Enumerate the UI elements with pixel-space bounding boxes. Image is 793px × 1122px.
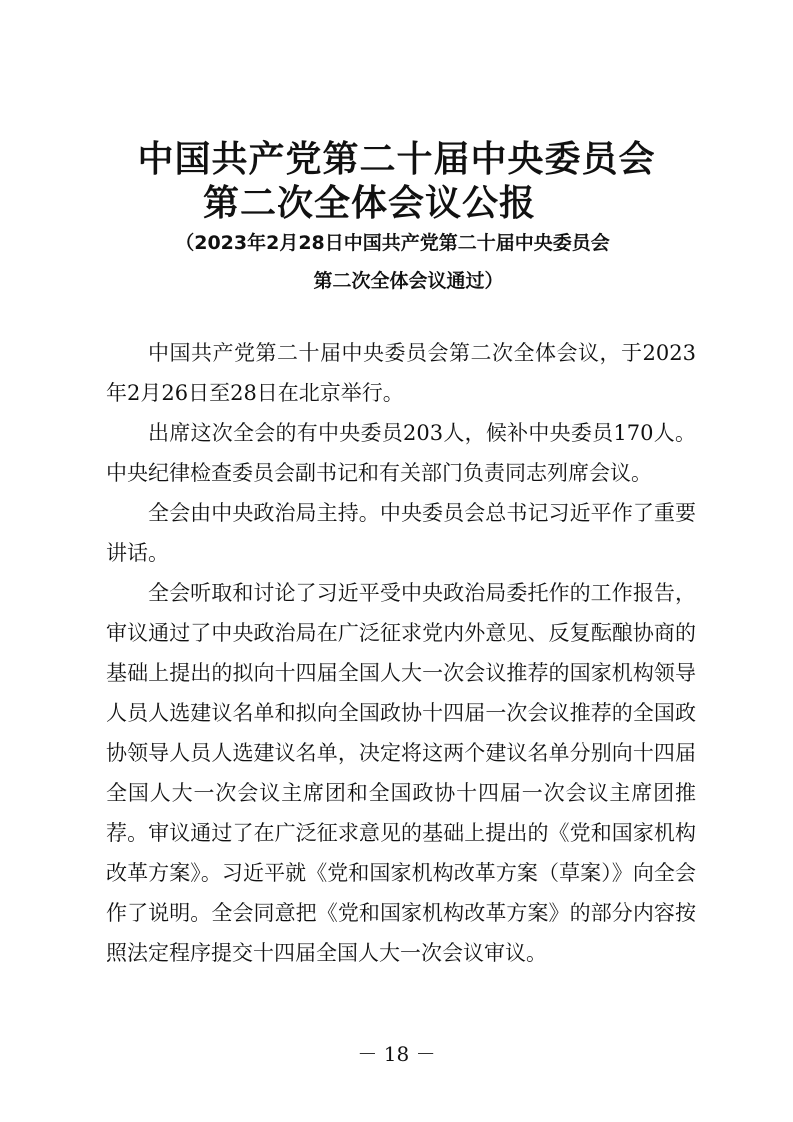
document-title — [0, 138, 793, 226]
paragraph-meeting-date: 中国共产党第二十届中央委员会第二次全体会议，于2023年2月26日至28日在北京举行。 — [106, 341, 696, 405]
subtitle-line-1: （2023年2月28日中国共产党第二十届中央委员会 — [175, 232, 610, 254]
paragraph-presiding: 全会由中央政治局主持。中央委员会总书记习近平作了重要讲话。 — [106, 501, 696, 565]
document-body — [106, 333, 696, 973]
subtitle-line-2: 第二次全体会议通过） — [313, 270, 504, 292]
page-number: － 18 － — [357, 1042, 436, 1066]
paragraph-work-report: 全会听取和讨论了习近平受中央政治局委托作的工作报告，审议通过了中央政治局在广泛征求党内外意见、反复酝酿协商的基础上提出的拟向十四届全国人大一次会议推荐的国家机构领导人员人选建议名单和拟向全国政协十四届一次会议推荐的全国政协领导人员人选建议名单，决定将这两个建议名单分别向十四届全国人大一次会议主席团和全国政协十四届一次会议主席团推荐。审议通过了在广泛征求意见的基础上提出的《党和国家机构改革方案》。习近平就《党和国家机构改革方案（草案）》向全会作了说明。全会同意把《党和国家机构改革方案》的部分内容按照法定程序提交十四届全国人大一次会议审议。 — [106, 581, 696, 965]
title-line-2: 第二次全体会议公报 — [202, 183, 536, 224]
title-line-1: 中国共产党第二十届中央委员会 — [137, 139, 656, 180]
paragraph-attendance: 出席这次全会的有中央委员203人，候补中央委员170人。中央纪律检查委员会副书记和有关部门负责同志列席会议。 — [106, 421, 696, 485]
document-subtitle — [0, 224, 793, 300]
